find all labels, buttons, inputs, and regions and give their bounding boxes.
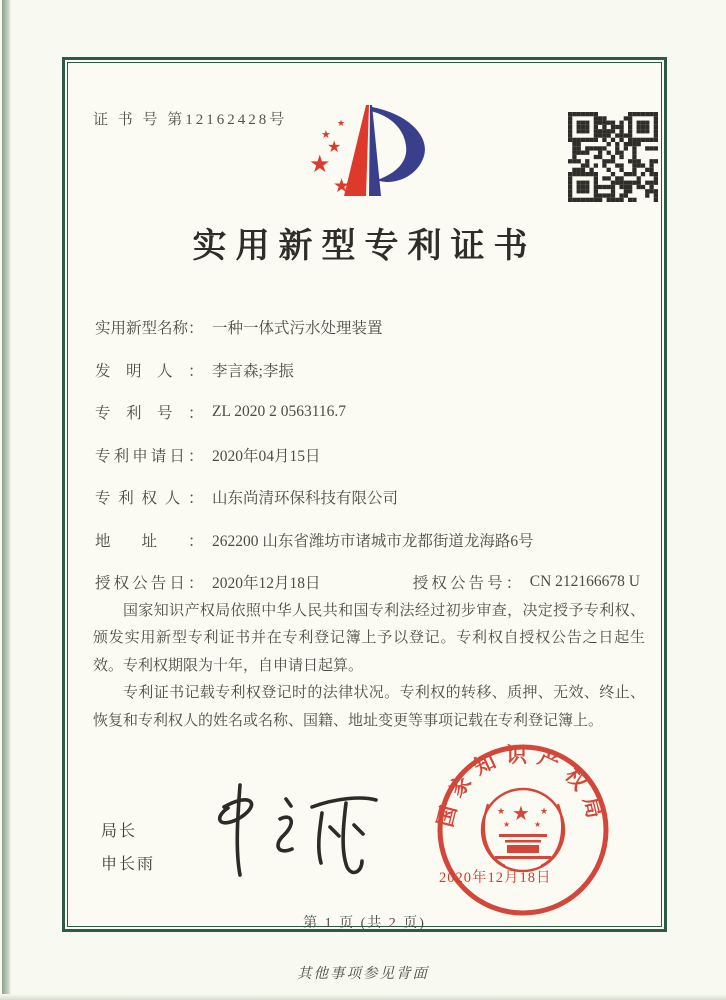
field-row-address bbox=[95, 519, 640, 562]
legal-paragraphs bbox=[93, 598, 645, 735]
director-signature bbox=[200, 775, 390, 885]
page-number: 第 1 页 (共 2 页) bbox=[303, 916, 426, 931]
cnipa-logo-icon bbox=[293, 100, 445, 204]
field-row-filing-date bbox=[95, 434, 640, 477]
field-value: 李言森;李振 bbox=[212, 362, 294, 380]
certificate-number: 证 书 号 第12162428号 bbox=[93, 112, 288, 128]
field-value: ZL 2020 2 0563116.7 bbox=[212, 403, 347, 421]
legal-paragraph-1: 国家知识产权局依照中华人民共和国专利法经过初步审查，决定授予专利权、颁发实用新型专利证书并在专利登记簿上予以登记。专利权自授权公告之日起生效。专利权期限为十年，自申请日起算。 bbox=[93, 603, 645, 674]
svg-text:★: ★ bbox=[497, 806, 506, 816]
signer-block bbox=[101, 818, 155, 884]
svg-text:★: ★ bbox=[333, 176, 351, 197]
field-label: 专利申请日： bbox=[95, 447, 204, 465]
certificate-fields bbox=[95, 306, 640, 604]
scan-edge-bottom bbox=[0, 994, 726, 1000]
field-label: 地址： bbox=[95, 532, 204, 550]
svg-text:★: ★ bbox=[512, 803, 530, 825]
legal-paragraph-2: 专利证书记载专利权登记时的法律状况。专利权的转移、质押、无效、终止、恢复和专利权人的姓名或名称、国籍、地址变更等事项记载在专利登记簿上。 bbox=[93, 685, 645, 729]
field-row-inventor bbox=[95, 349, 640, 392]
official-seal bbox=[433, 742, 613, 922]
svg-text:★: ★ bbox=[540, 806, 549, 816]
field-label: 实用新型名称： bbox=[95, 320, 204, 338]
seal-date: 2020年12月18日 bbox=[439, 870, 552, 886]
certificate-frame bbox=[62, 57, 667, 932]
field-row-patent-no bbox=[95, 391, 640, 434]
signer-title: 局长 bbox=[101, 823, 138, 840]
svg-text:★: ★ bbox=[309, 152, 331, 178]
field-label: 授权公告日： bbox=[95, 575, 204, 593]
back-note: 其他事项参见背面 bbox=[297, 966, 429, 982]
field-label: 授权公告号： bbox=[412, 575, 522, 593]
field-label: 发明人： bbox=[95, 362, 204, 380]
field-value: 2020年04月15日 bbox=[212, 447, 321, 465]
grant-date-pair bbox=[95, 571, 321, 593]
field-value: 262200 山东省潍坊市诸城市龙都街道龙海路6号 bbox=[212, 532, 534, 550]
field-value: 山东尚清环保科技有限公司 bbox=[212, 490, 399, 508]
field-value: 2020年12月18日 bbox=[212, 575, 321, 593]
field-label: 专利权人： bbox=[95, 490, 204, 508]
field-value: CN 212166678 U bbox=[529, 573, 640, 591]
seal-text: 国家知识产权局 bbox=[433, 743, 610, 830]
field-value: 一种一体式污水处理装置 bbox=[212, 320, 383, 338]
field-row-patentee bbox=[95, 476, 640, 519]
grant-number-pair bbox=[413, 571, 640, 593]
field-row-name bbox=[95, 306, 640, 349]
svg-text:★: ★ bbox=[327, 139, 342, 156]
svg-text:★: ★ bbox=[321, 129, 331, 141]
svg-text:★: ★ bbox=[534, 820, 542, 829]
svg-text:★: ★ bbox=[337, 118, 346, 128]
svg-text:★: ★ bbox=[503, 820, 511, 829]
certificate-title: 实用新型专利证书 bbox=[192, 228, 537, 265]
field-label: 专利号： bbox=[95, 405, 204, 423]
qr-code bbox=[568, 112, 658, 202]
signer-name: 申长雨 bbox=[101, 856, 156, 873]
scan-edge-left bbox=[2, 0, 11, 1000]
